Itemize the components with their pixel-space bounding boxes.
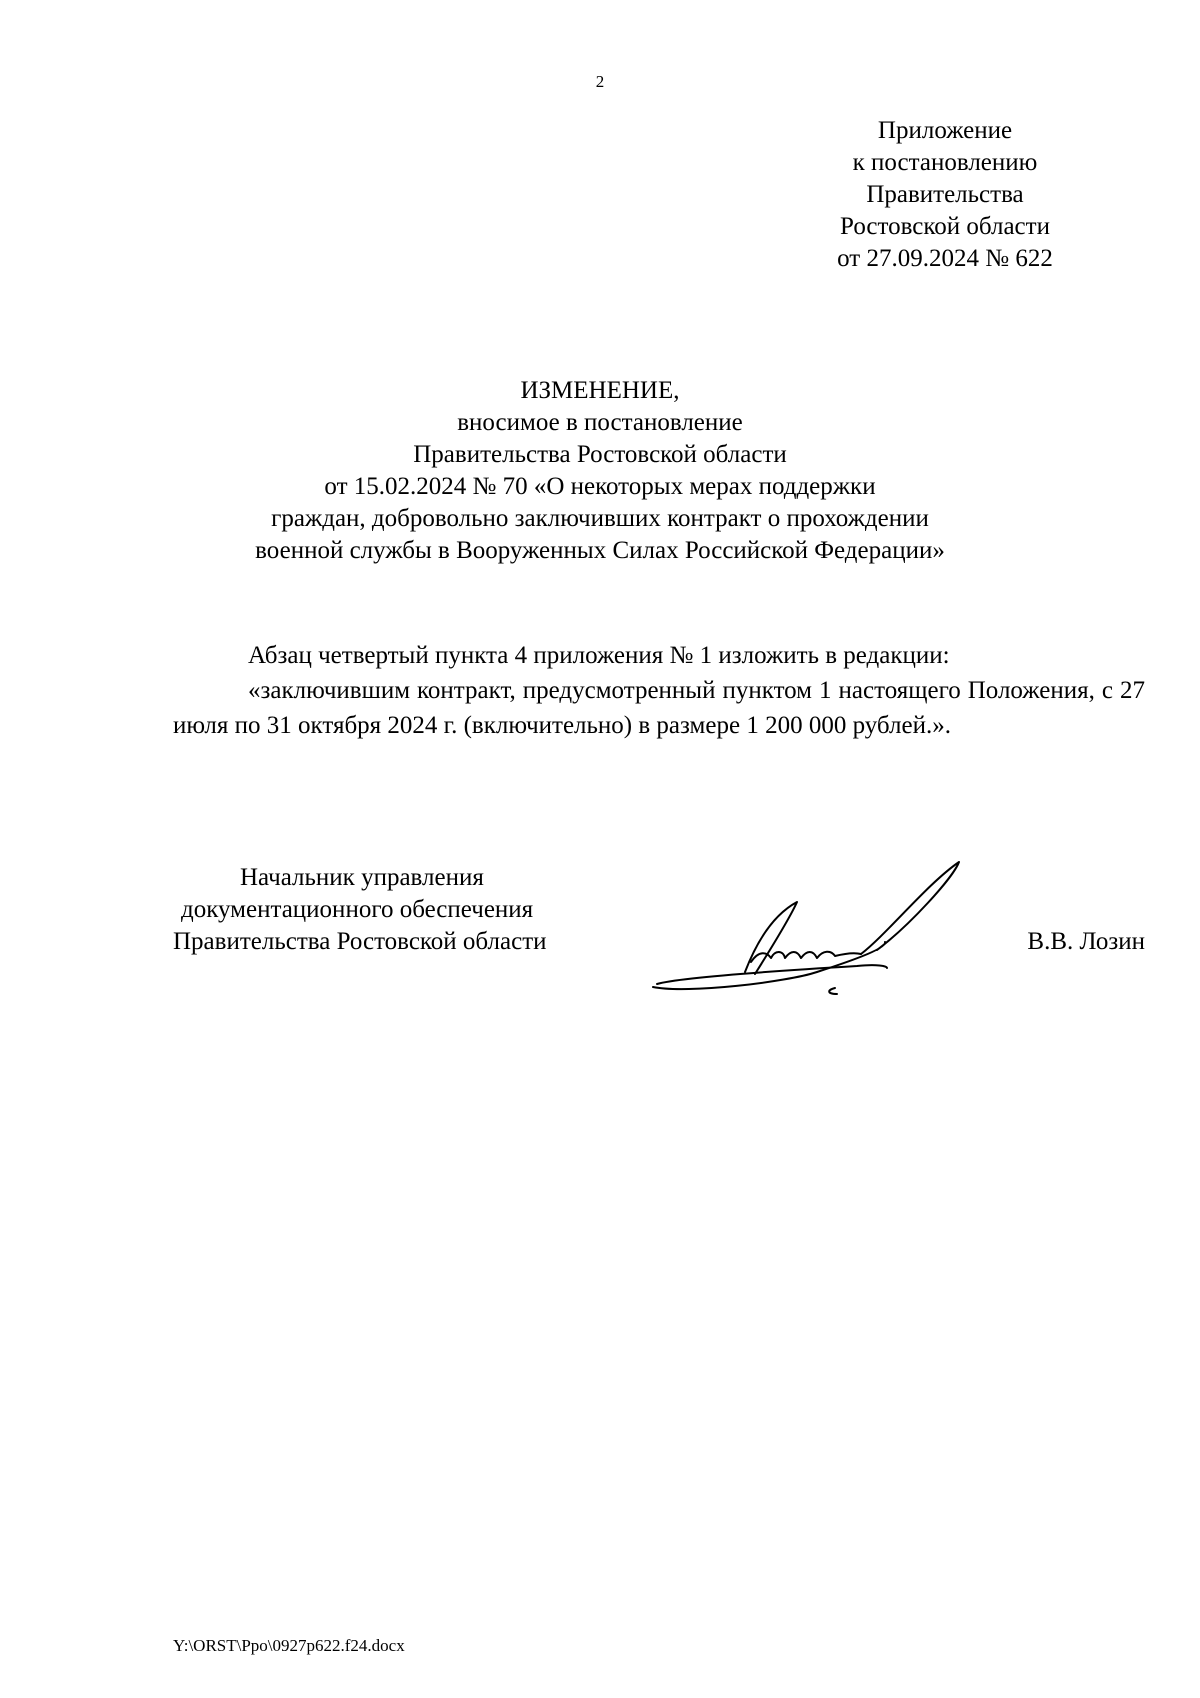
title-line: военной службы в Вооруженных Силах Российской Федерации» <box>255 537 945 564</box>
title-line: граждан, добровольно заключивших контракт о прохождении <box>271 505 929 532</box>
title-line: вносимое в постановление <box>457 409 743 436</box>
body-paragraph: Абзац четвертый пункта 4 приложения № 1 изложить в редакции: <box>248 642 950 669</box>
document-body <box>173 638 1145 743</box>
document-title <box>150 375 1050 567</box>
signature-block <box>173 862 1145 1002</box>
title-heading: ИЗМЕНЕНИЕ, <box>520 377 680 404</box>
signer-position-line: Правительства Ростовской области <box>173 928 547 955</box>
signer-position <box>173 862 605 958</box>
appendix-line: Ростовской области <box>840 213 1050 240</box>
appendix-line: к постановлению <box>852 149 1038 176</box>
signer-name: В.В. Лозин <box>1027 928 1145 955</box>
handwritten-signature <box>647 854 977 1004</box>
title-line: Правительства Ростовской области <box>413 441 787 468</box>
signer-position-line: документационного обеспечения <box>181 896 534 923</box>
title-line: от 15.02.2024 № 70 «О некоторых мерах поддержки <box>324 473 876 500</box>
file-path: Y:\ORST\Ppo\0927p622.f24.docx <box>173 1636 405 1655</box>
appendix-header <box>790 115 1100 275</box>
appendix-line: Приложение <box>877 117 1013 144</box>
page-number: 2 <box>595 72 605 91</box>
body-paragraph: «заключившим контракт, предусмотренный пунктом 1 настоящего Положения, с 27 июля по 31 октября 2024 г. (включительно) в размере 1 200 000 рублей.». <box>173 677 1145 739</box>
appendix-line: Правительства <box>866 181 1024 208</box>
signer-position-line: Начальник управления <box>240 864 484 891</box>
appendix-line: от 27.09.2024 № 622 <box>837 245 1053 272</box>
